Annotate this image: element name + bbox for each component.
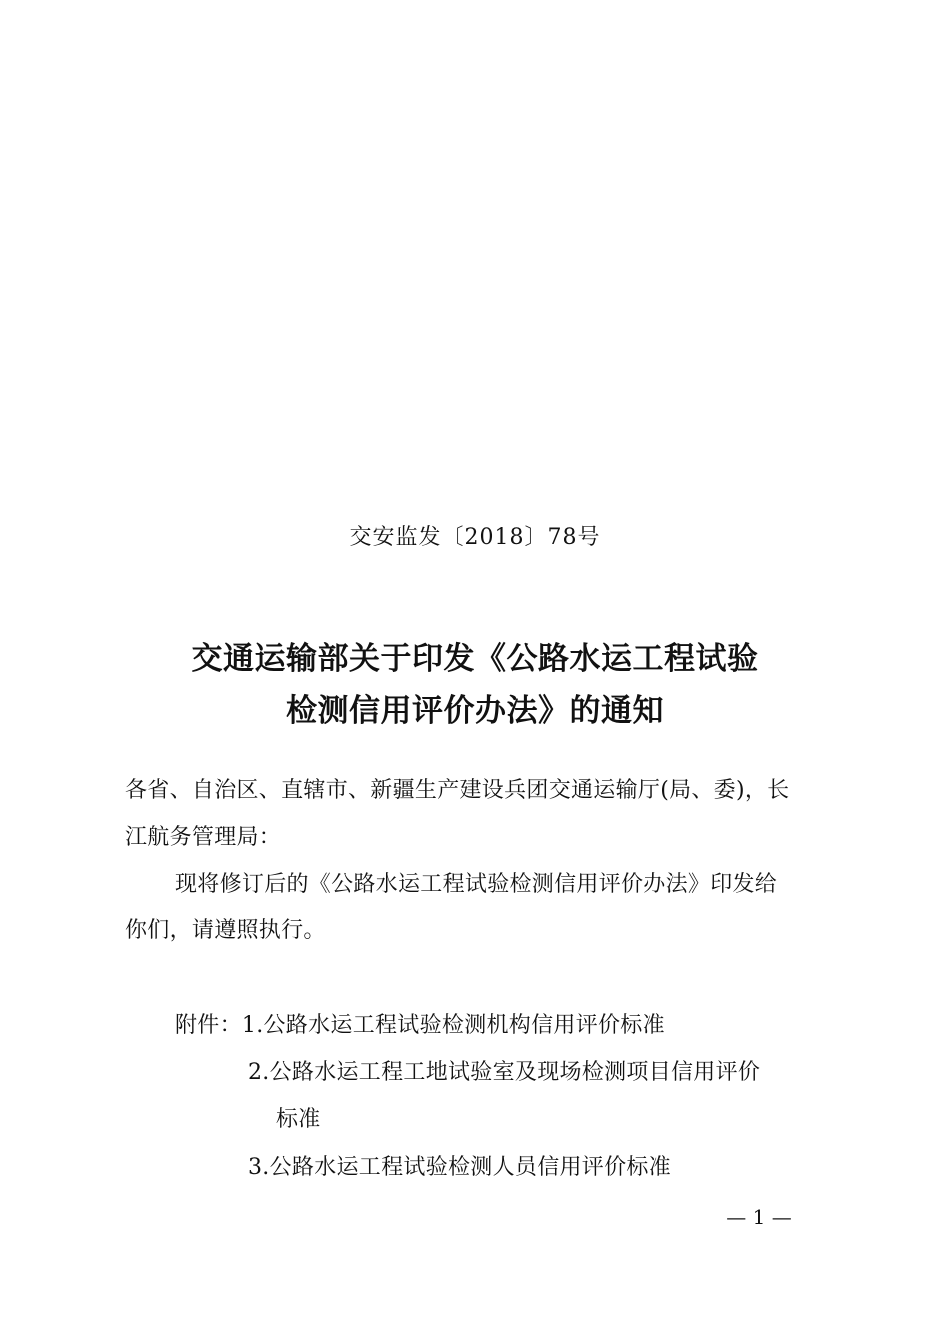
attachment-item-2: 2.公路水运工程工地试验室及现场检测项目信用评价 <box>248 1060 761 1085</box>
document-number: 交安监发〔2018〕78号 <box>349 525 601 550</box>
addressee-line-1: 各省、自治区、直辖市、新疆生产建设兵团交通运输厅(局、委)，长 <box>125 778 790 803</box>
body-paragraph-line-1: 现将修订后的《公路水运工程试验检测信用评价办法》印发给 <box>175 872 778 897</box>
attachment-item-3: 3.公路水运工程试验检测人员信用评价标准 <box>248 1155 671 1180</box>
addressee-line-2: 江航务管理局： <box>125 825 282 850</box>
attachment-item-1: 附件：1.公路水运工程试验检测机构信用评价标准 <box>175 1013 665 1038</box>
document-title-line-2: 检测信用评价办法》的通知 <box>286 693 664 729</box>
attachment-item-2-continued: 标准 <box>276 1107 321 1132</box>
body-paragraph-line-2: 你们，请遵照执行。 <box>125 918 326 943</box>
document-title-line-1: 交通运输部关于印发《公路水运工程试验 <box>191 641 759 677</box>
page-number: — 1 — <box>726 1205 792 1229</box>
